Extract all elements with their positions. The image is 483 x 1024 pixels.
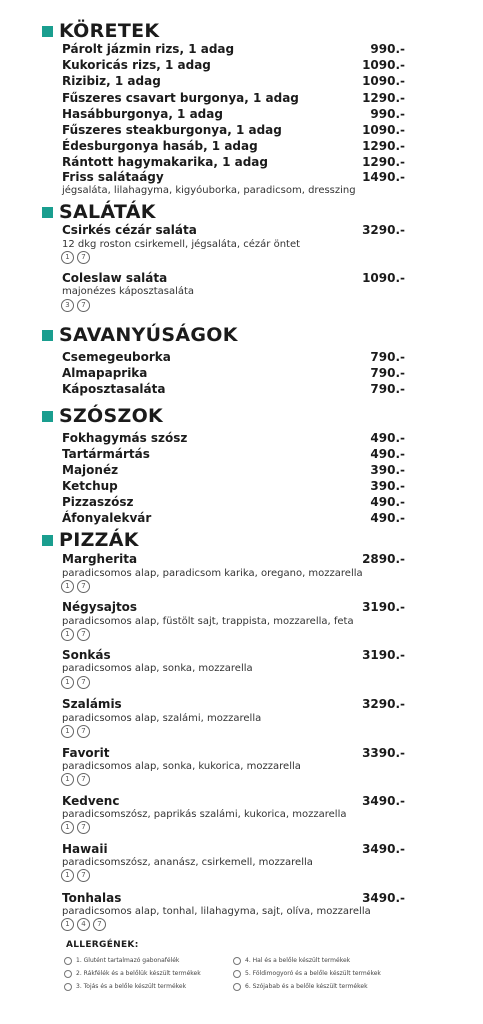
allergen-legend-title: ALLERGÉNEK: — [66, 940, 139, 950]
allergen-legend-item — [64, 983, 186, 991]
item-price: 3490.- — [362, 891, 405, 905]
allergen-icons — [61, 299, 90, 317]
item-name: Csemegeuborka — [62, 350, 171, 364]
item-name: Párolt jázmin rizs, 1 adag — [62, 42, 235, 56]
allergen-icons — [61, 628, 90, 646]
crustacean-icon — [64, 970, 72, 978]
menu-item — [62, 139, 405, 154]
item-name: Kedvenc — [62, 794, 120, 808]
item-description: jégsaláta, lilahagyma, kigyóuborka, paradicsom, dresszing — [62, 185, 356, 196]
item-name: Fokhagymás szósz — [62, 431, 188, 445]
item-price: 2890.- — [362, 552, 405, 566]
section-title: SALÁTÁK — [59, 201, 156, 223]
item-name: Coleslaw saláta — [62, 271, 168, 285]
milk-icon: 7 — [77, 628, 90, 645]
item-price: 490.- — [370, 431, 405, 445]
peanut-icon — [233, 970, 241, 978]
allergen-legend-item — [64, 957, 179, 965]
item-name: Édesburgonya hasáb, 1 adag — [62, 139, 258, 153]
section-header — [42, 20, 159, 42]
item-name: Pizzaszósz — [62, 495, 134, 509]
item-price: 3290.- — [362, 223, 405, 237]
section-header — [42, 405, 163, 427]
item-price: 490.- — [370, 447, 405, 461]
item-name: Hawaii — [62, 842, 108, 856]
item-price: 1290.- — [362, 91, 405, 105]
item-price: 3390.- — [362, 746, 405, 760]
legend-text: 6. Szójabab és a belőle készült termékek — [245, 983, 368, 990]
item-price: 3490.- — [362, 794, 405, 808]
allergen-legend-item — [64, 970, 201, 978]
menu-item — [62, 271, 405, 286]
item-price: 490.- — [370, 495, 405, 509]
section-marker-icon — [42, 535, 53, 546]
item-name: Hasábburgonya, 1 adag — [62, 107, 223, 121]
gluten-icon: 1 — [61, 869, 74, 886]
item-name: Tonhalas — [62, 891, 122, 905]
menu-item — [62, 600, 405, 615]
milk-icon: 7 — [77, 299, 90, 316]
item-price: 3190.- — [362, 648, 405, 662]
item-name: Ketchup — [62, 479, 118, 493]
allergen-legend-item — [233, 970, 381, 978]
item-description: paradicsomos alap, füstölt sajt, trappista, mozzarella, feta — [62, 616, 354, 627]
menu-item — [62, 58, 405, 73]
gluten-icon: 1 — [61, 918, 74, 935]
item-price: 3290.- — [362, 697, 405, 711]
item-price: 3490.- — [362, 842, 405, 856]
gluten-icon: 1 — [61, 580, 74, 597]
fish-icon: 4 — [77, 918, 90, 935]
gluten-icon: 1 — [61, 725, 74, 742]
milk-icon: 7 — [77, 821, 90, 838]
item-description: 12 dkg roston csirkemell, jégsaláta, cézár öntet — [62, 239, 301, 250]
soy-icon — [233, 983, 241, 991]
menu-item — [62, 431, 405, 446]
allergen-icons — [61, 918, 106, 936]
item-name: Kukoricás rizs, 1 adag — [62, 58, 211, 72]
milk-icon: 7 — [77, 725, 90, 742]
item-description: majonézes káposztasaláta — [62, 286, 195, 297]
legend-text: 4. Hal és a belőle készült termékek — [245, 957, 351, 964]
item-price: 1090.- — [362, 74, 405, 88]
menu-item — [62, 223, 405, 238]
item-name: Favorit — [62, 746, 110, 760]
menu-item — [62, 170, 405, 185]
item-price: 1490.- — [362, 170, 405, 184]
item-name: Rántott hagymakarika, 1 adag — [62, 155, 268, 169]
item-price: 990.- — [370, 42, 405, 56]
menu-item — [62, 794, 405, 809]
menu-item — [62, 463, 405, 478]
item-name: Sonkás — [62, 648, 111, 662]
item-name: Áfonyalekvár — [62, 511, 152, 525]
gluten-icon: 1 — [61, 773, 74, 790]
item-price: 390.- — [370, 463, 405, 477]
item-name: Margherita — [62, 552, 138, 566]
menu-item — [62, 495, 405, 510]
gluten-icon: 1 — [61, 676, 74, 693]
section-marker-icon — [42, 26, 53, 37]
item-description: paradicsomos alap, tonhal, lilahagyma, sajt, olíva, mozzarella — [62, 906, 371, 917]
item-price: 490.- — [370, 511, 405, 525]
legend-text: 2. Rákfélék és a belőlük készült termékek — [76, 970, 201, 977]
allergen-icons — [61, 580, 90, 598]
menu-item — [62, 697, 405, 712]
milk-icon: 7 — [77, 580, 90, 597]
item-description: paradicsomos alap, szalámi, mozzarella — [62, 713, 262, 724]
item-price: 1090.- — [362, 123, 405, 137]
menu-item — [62, 91, 405, 106]
milk-icon: 7 — [77, 773, 90, 790]
milk-icon: 7 — [93, 918, 106, 935]
item-name: Fűszeres csavart burgonya, 1 adag — [62, 91, 299, 105]
section-title: KÖRETEK — [59, 20, 160, 42]
item-price: 1090.- — [362, 58, 405, 72]
allergen-icons — [61, 869, 90, 887]
item-price: 1290.- — [362, 139, 405, 153]
item-name: Szalámis — [62, 697, 122, 711]
item-price: 790.- — [370, 382, 405, 396]
section-marker-icon — [42, 411, 53, 422]
menu-item — [62, 123, 405, 138]
item-description: paradicsomos alap, paradicsom karika, oregano, mozzarella — [62, 568, 363, 579]
menu-item — [62, 891, 405, 906]
item-price: 1090.- — [362, 271, 405, 285]
menu-item — [62, 366, 405, 381]
menu-item — [62, 382, 405, 397]
menu-item — [62, 648, 405, 663]
section-title: SZÓSZOK — [59, 405, 164, 427]
item-name: Fűszeres steakburgonya, 1 adag — [62, 123, 282, 137]
item-description: paradicsomszósz, paprikás szalámi, kukorica, mozzarella — [62, 809, 347, 820]
section-title: SAVANYÚSÁGOK — [59, 324, 238, 346]
menu-item — [62, 746, 405, 761]
menu-item — [62, 107, 405, 122]
egg-icon — [64, 983, 72, 991]
section-header — [42, 324, 238, 346]
menu-item — [62, 350, 405, 365]
menu-item — [62, 511, 405, 526]
section-title: PIZZÁK — [59, 529, 139, 551]
item-name: Négysajtos — [62, 600, 138, 614]
menu-item — [62, 552, 405, 567]
gluten-icon: 1 — [61, 628, 74, 645]
section-header — [42, 201, 156, 223]
item-name: Tartármártás — [62, 447, 150, 461]
item-name: Almapaprika — [62, 366, 148, 380]
milk-icon: 7 — [77, 869, 90, 886]
allergen-legend-item — [233, 957, 350, 965]
item-description: paradicsomszósz, ananász, csirkemell, mozzarella — [62, 857, 313, 868]
egg-icon: 3 — [61, 299, 74, 316]
section-marker-icon — [42, 330, 53, 341]
item-name: Rizibiz, 1 adag — [62, 74, 161, 88]
legend-text: 3. Tojás és a belőle készült termékek — [76, 983, 187, 990]
section-header — [42, 529, 139, 551]
item-description: paradicsomos alap, sonka, kukorica, mozzarella — [62, 761, 301, 772]
milk-icon: 7 — [77, 676, 90, 693]
legend-text: 1. Glutént tartalmazó gabonafélék — [76, 957, 180, 964]
gluten-icon: 1 — [61, 251, 74, 268]
menu-item — [62, 42, 405, 57]
menu-item — [62, 155, 405, 170]
item-price: 990.- — [370, 107, 405, 121]
allergen-icons — [61, 676, 90, 694]
legend-text: 5. Földimogyoró és a belőle készült termékek — [245, 970, 381, 977]
menu-item — [62, 74, 405, 89]
menu-item — [62, 479, 405, 494]
milk-icon: 7 — [77, 251, 90, 268]
gluten-icon: 1 — [61, 821, 74, 838]
item-name: Káposztasaláta — [62, 382, 166, 396]
gluten-icon — [64, 957, 72, 965]
menu-item — [62, 842, 405, 857]
item-price: 390.- — [370, 479, 405, 493]
allergen-icons — [61, 725, 90, 743]
item-price: 790.- — [370, 350, 405, 364]
item-name: Csirkés cézár saláta — [62, 223, 197, 237]
section-marker-icon — [42, 207, 53, 218]
menu-item — [62, 447, 405, 462]
allergen-icons — [61, 251, 90, 269]
item-price: 1290.- — [362, 155, 405, 169]
item-name: Majonéz — [62, 463, 119, 477]
item-price: 3190.- — [362, 600, 405, 614]
item-description: paradicsomos alap, sonka, mozzarella — [62, 663, 253, 674]
item-name: Friss salátaágy — [62, 170, 164, 184]
allergen-icons — [61, 773, 90, 791]
allergen-icons — [61, 821, 90, 839]
item-price: 790.- — [370, 366, 405, 380]
fish-icon — [233, 957, 241, 965]
allergen-legend-item — [233, 983, 368, 991]
